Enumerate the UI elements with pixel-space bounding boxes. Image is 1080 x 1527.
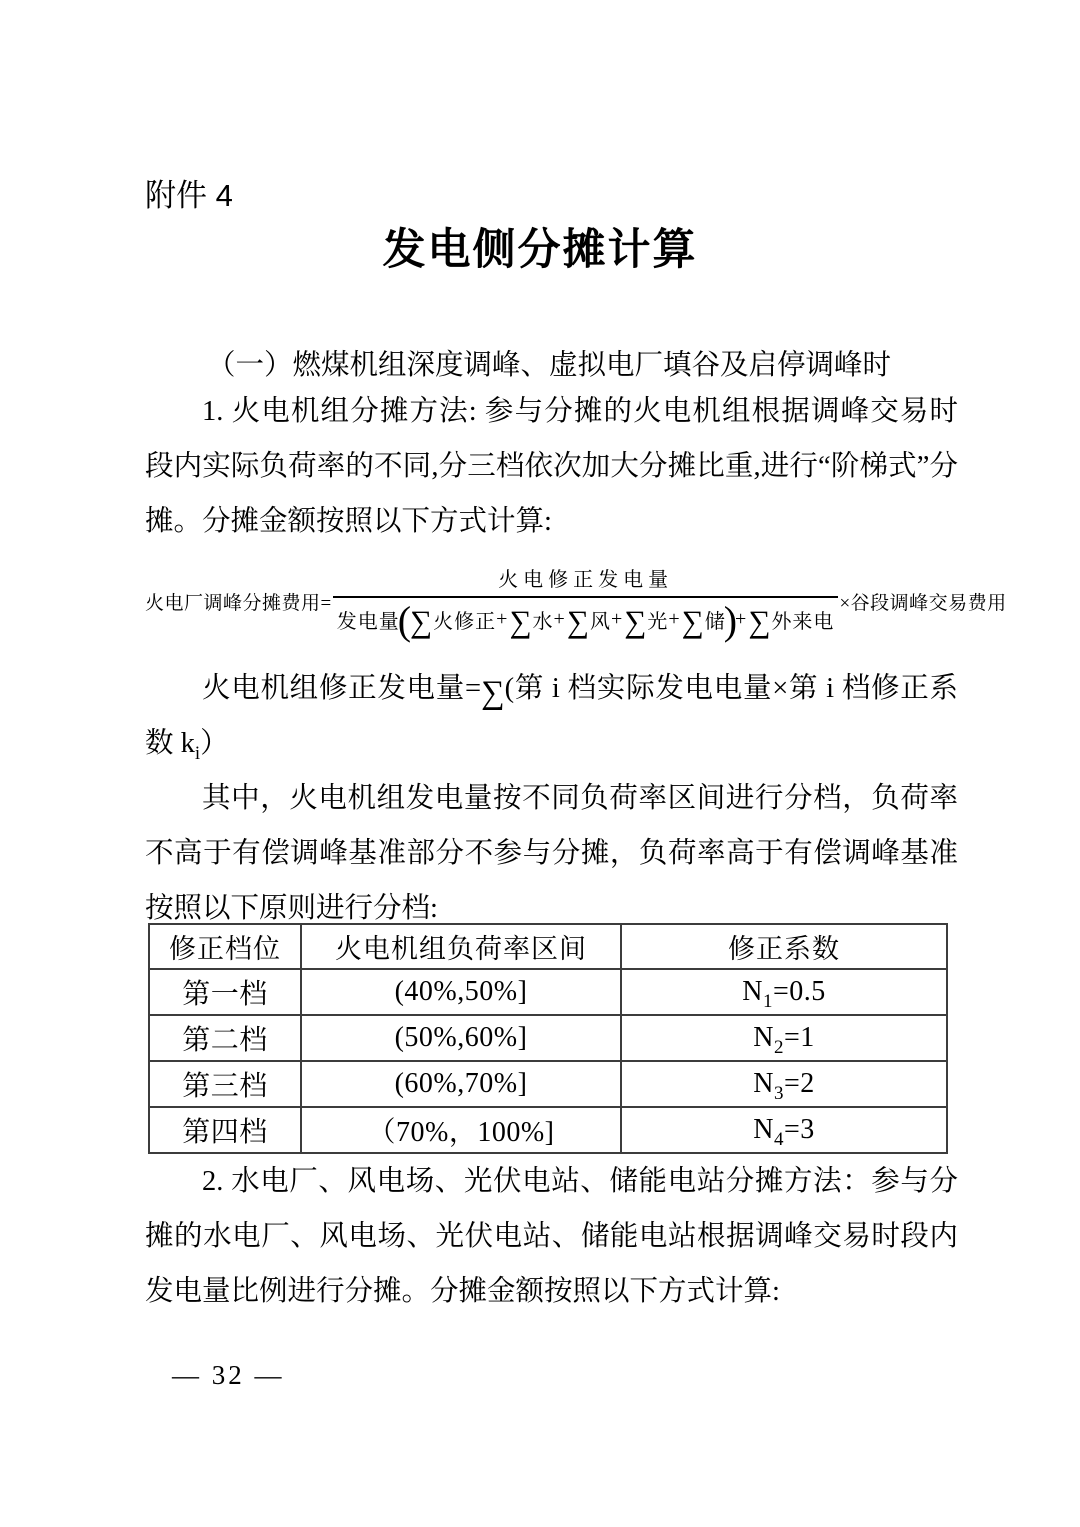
coef-subscript: 2 <box>773 1037 784 1058</box>
col-header-load-range: 火电机组负荷率区间 <box>301 924 621 969</box>
cell-coefficient <box>621 1015 947 1061</box>
coef-base: N <box>753 1068 774 1099</box>
cell-coefficient <box>621 1107 947 1153</box>
formula-denominator <box>333 596 839 643</box>
sum-icon: ∑ <box>681 604 704 639</box>
paragraph-tier-rule: 其中，火电机组发电量按不同负荷率区间进行分档，负荷率不高于有偿调峰基准部分不参与分摊，负荷率高于有偿调峰基准按照以下原则进行分档: <box>145 783 958 924</box>
table-row <box>149 1107 947 1153</box>
coef-base: N <box>742 976 763 1007</box>
plus-sign: + <box>496 608 509 630</box>
formula-fraction <box>333 563 839 643</box>
table-header-row <box>149 924 947 969</box>
plus-sign: + <box>668 608 681 630</box>
formula-lhs: 火电厂调峰分摊费用= <box>145 592 332 614</box>
cell-tier: 第二档 <box>149 1015 301 1061</box>
attachment-label: 附件 4 <box>145 178 233 213</box>
coef-base: N <box>753 1022 774 1053</box>
coef-value: =2 <box>783 1068 815 1099</box>
open-paren: ( <box>397 597 412 643</box>
cell-coefficient <box>621 969 947 1015</box>
coef-value: =1 <box>783 1022 815 1053</box>
coef-base: N <box>753 1114 774 1145</box>
tier-table-wrap <box>148 923 948 1154</box>
cell-tier: 第四档 <box>149 1107 301 1153</box>
table-body <box>149 969 947 1153</box>
table-row <box>149 1061 947 1107</box>
sum-icon: ∑ <box>410 604 433 639</box>
cell-tier: 第三档 <box>149 1061 301 1107</box>
page-number: — 32 — <box>172 1360 285 1390</box>
plus-sign: + <box>553 608 566 630</box>
coef-subscript: 4 <box>773 1129 784 1150</box>
coef-value: =0.5 <box>772 976 826 1007</box>
sum-icon: ∑ <box>624 604 647 639</box>
plus-sign: + <box>735 608 748 630</box>
den-term: 火修正 <box>433 611 497 633</box>
den-term: 风 <box>589 611 611 633</box>
den-term: 光 <box>647 611 669 633</box>
plus-sign: + <box>610 608 624 630</box>
sum-icon: ∑ <box>509 604 532 639</box>
allocation-formula <box>145 556 1007 646</box>
col-header-tier: 修正档位 <box>149 924 301 969</box>
cell-load-range: （70%，100%] <box>301 1107 621 1153</box>
sum-icon: ∑ <box>748 604 771 639</box>
cell-coefficient <box>621 1061 947 1107</box>
den-term: 储 <box>704 611 726 633</box>
cell-tier: 第一档 <box>149 969 301 1015</box>
section-heading: （一）燃煤机组深度调峰、虚拟电厂填谷及启停调峰时 <box>207 350 892 381</box>
col-header-coefficient: 修正系数 <box>621 924 947 969</box>
den-prefix: 发电量 <box>336 611 400 633</box>
equation-text: (第 i 档实际发电电量×第 i 档修正系数 k <box>145 673 959 759</box>
close-paren: ) <box>723 597 738 643</box>
cell-load-range: (50%,60%] <box>301 1015 621 1061</box>
table-row <box>149 969 947 1015</box>
table-row <box>149 1015 947 1061</box>
sum-icon: ∑ <box>566 604 589 639</box>
formula-numerator: 火电修正发电量 <box>498 568 674 591</box>
paragraph-other-plants-method: 2. 水电厂、风电场、光伏电站、储能电站分摊方法：参与分摊的水电厂、风电场、光伏电站、储能电站根据调峰交易时段内发电量比例进行分摊。分摊金额按照以下方式计算: <box>145 1166 958 1307</box>
formula-rhs: ×谷段调峰交易费用 <box>839 592 1007 614</box>
sum-icon: ∑ <box>481 675 505 711</box>
page-title: 发电侧分摊计算 <box>382 227 698 274</box>
coef-subscript: 3 <box>773 1083 784 1104</box>
cell-load-range: (40%,50%] <box>301 969 621 1015</box>
paragraph-thermal-method: 1. 火电机组分摊方法: 参与分摊的火电机组根据调峰交易时段内实际负荷率的不同,分三档依次加大分摊比重,进行“阶梯式”分摊。分摊金额按照以下方式计算: <box>145 396 958 537</box>
equation-text: ） <box>200 728 229 759</box>
coef-value: =3 <box>783 1114 815 1145</box>
coef-subscript: 1 <box>762 991 773 1012</box>
subscript: i <box>194 743 201 764</box>
correction-tier-table <box>148 923 948 1154</box>
equation-text: 火电机组修正发电量= <box>202 673 482 704</box>
corrected-generation-equation <box>145 661 958 771</box>
den-term: 水 <box>532 611 554 633</box>
cell-load-range: (60%,70%] <box>301 1061 621 1107</box>
den-outer-term: 外来电 <box>771 611 835 633</box>
